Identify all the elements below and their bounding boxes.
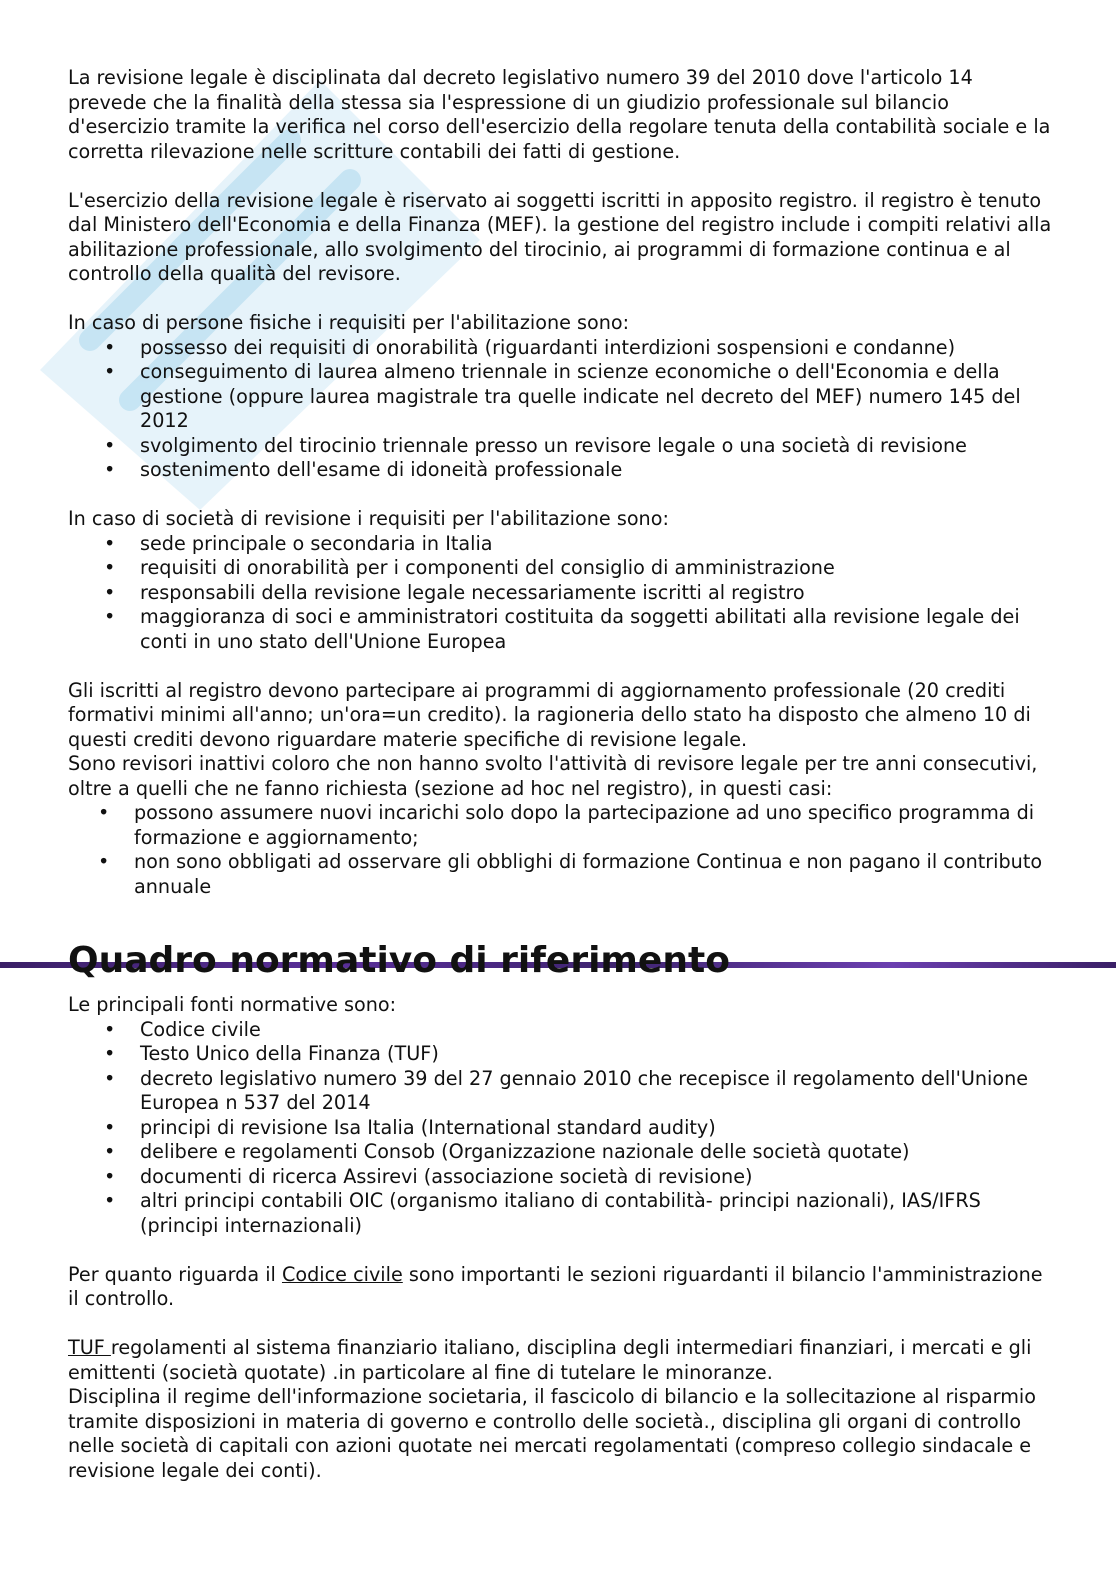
list-item: • Testo Unico della Finanza (TUF): [140, 1042, 1053, 1067]
list-item: • principi di revisione Isa Italia (International standard audity): [140, 1116, 1053, 1141]
list-item: • maggioranza di soci e amministratori costituita da soggetti abilitati alla revisione legale dei conti in uno stato dell'Unione Europea: [140, 605, 1053, 654]
list-item: • documenti di ricerca Assirevi (associazione società di revisione): [140, 1165, 1053, 1190]
tuf-paragraph: [68, 1336, 1053, 1385]
list-item: • delibere e regolamenti Consob (Organizzazione nazionale delle società quotate): [140, 1140, 1053, 1165]
persone-intro: In caso di persone fisiche i requisiti per l'abilitazione sono:: [68, 311, 630, 334]
list-item: • possono assumere nuovi incarichi solo dopo la partecipazione ad uno specifico programma di formazione e aggiornamento;: [134, 801, 1053, 850]
list-item: • Codice civile: [140, 1018, 1053, 1043]
codice-paragraph: [68, 1263, 1053, 1312]
inattivi-list: [68, 801, 1053, 899]
codice-civile-link[interactable]: Codice civile: [281, 1262, 403, 1286]
tuf-text-after: regolamenti al sistema finanziario italiano, disciplina degli intermediari finanziari, i mercati e gli emittenti (società quotate) .in particolare al fine di tutelare le minoranze.: [68, 1336, 1032, 1384]
fonti-list: [68, 1018, 1053, 1239]
tuf-paragraph-2: Disciplina il regime dell'informazione societaria, il fascicolo di bilancio e la sollecitazione al risparmio tramite disposizioni in materia di governo e controllo delle società., disciplina gli organi di controllo nelle società di capitali con azioni quotate nei mercati regolamentati (compreso collegio sindacale e revisione legale dei conti).: [68, 1385, 1036, 1482]
intro-paragraph-1: La revisione legale è disciplinata dal decreto legislativo numero 39 del 2010 dove l'articolo 14 prevede che la finalità della stessa sia l'espressione di un giudizio professionale sul bilancio d'esercizio tramite la verifica nel corso dell'esercizio della regolare tenuta della contabilità sociale e la corretta rilevazione nelle scritture contabili dei fatti di gestione.: [68, 66, 1051, 163]
list-item: • decreto legislativo numero 39 del 27 gennaio 2010 che recepisce il regolamento dell'Unione Europea n 537 del 2014: [140, 1067, 1053, 1116]
persone-list: [68, 336, 1053, 483]
codice-text-after: sono importanti le sezioni riguardanti il bilancio l'amministrazione il controllo.: [68, 1262, 1043, 1310]
codice-text-before: Per quanto riguarda il: [68, 1262, 282, 1286]
societa-list: [68, 532, 1053, 655]
tuf-link[interactable]: TUF: [68, 1336, 111, 1359]
list-item: • possesso dei requisiti di onorabilità (riguardanti interdizioni sospensioni e condanne): [140, 336, 1053, 361]
societa-intro: In caso di società di revisione i requisiti per l'abilitazione sono:: [68, 507, 669, 530]
list-item: • sede principale o secondaria in Italia: [140, 532, 1053, 557]
list-item: • responsabili della revisione legale necessariamente iscritti al registro: [140, 581, 1053, 606]
fonti-intro: Le principali fonti normative sono:: [68, 993, 397, 1016]
list-item: • conseguimento di laurea almeno triennale in scienze economiche o dell'Economia e della gestione (oppure laurea magistrale tra quelle indicate nel decreto del MEF) numero 145 del 2012: [140, 360, 1053, 434]
iscritti-paragraph-1: Gli iscritti al registro devono partecipare ai programmi di aggiornamento professionale (20 crediti formativi minimi all'anno; un'ora=un credito). la ragioneria dello stato ha disposto che almeno 10 di questi crediti devono riguardare materie specifiche di revisione legale.: [68, 678, 1031, 751]
list-item: • non sono obbligati ad osservare gli obblighi di formazione Continua e non pagano il contributo annuale: [134, 850, 1053, 899]
section-heading: Quadro normativo di riferimento: [68, 940, 730, 981]
list-item: • altri principi contabili OIC (organismo italiano di contabilità- principi nazionali), IAS/IFRS (principi internazionali): [140, 1189, 1053, 1238]
list-item: • requisiti di onorabilità per i componenti del consiglio di amministrazione: [140, 556, 1053, 581]
section-heading-block: [68, 938, 1053, 984]
document-page: [68, 66, 1053, 1483]
list-item: • svolgimento del tirocinio triennale presso un revisore legale o una società di revisione: [140, 434, 1053, 459]
iscritti-paragraph-2: Sono revisori inattivi coloro che non hanno svolto l'attività di revisore legale per tre anni consecutivi, oltre a quelli che ne fanno richiesta (sezione ad hoc nel registro), in questi casi:: [68, 752, 1038, 800]
list-item: • sostenimento dell'esame di idoneità professionale: [140, 458, 1053, 483]
intro-paragraph-2: L'esercizio della revisione legale è riservato ai soggetti iscritti in apposito registro. il registro è tenuto dal Ministero dell'Economia e della Finanza (MEF). la gestione del registro include i compiti relativi alla abilitazione professionale, allo svolgimento del tirocinio, ai programmi di formazione continua e al controllo della qualità del revisore.: [68, 188, 1052, 285]
